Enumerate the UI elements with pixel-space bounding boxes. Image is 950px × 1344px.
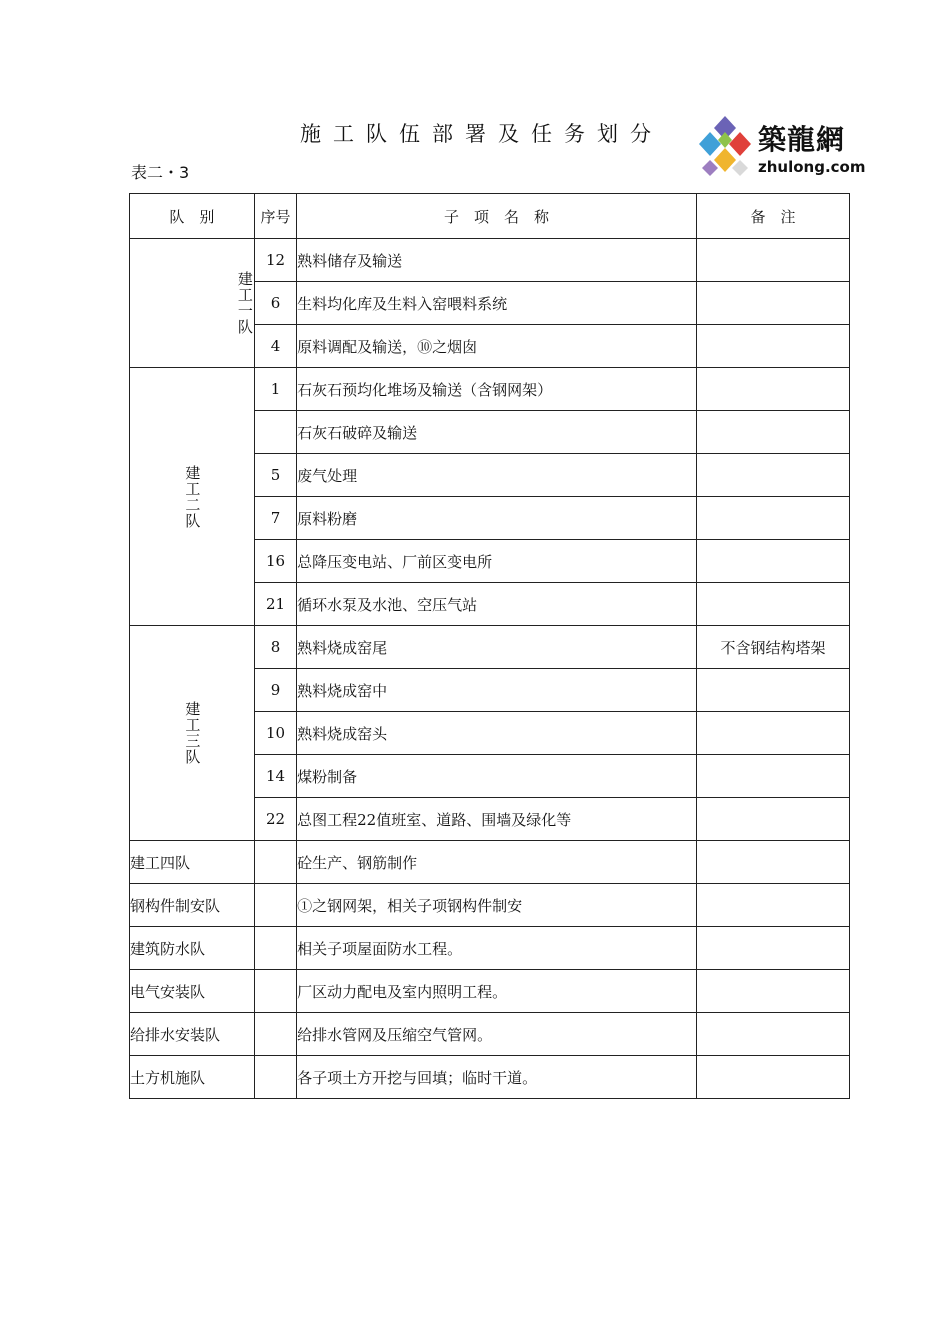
row-note [696, 1013, 849, 1056]
row-name: 原料调配及输送，⑩之烟囱 [297, 325, 697, 368]
row-no: 1 [254, 368, 296, 411]
team-cell: 建工四队 [130, 841, 255, 884]
table-row [130, 626, 850, 669]
team-label: 建工三队 [183, 701, 202, 765]
row-no [254, 1013, 296, 1056]
table-row [130, 1013, 850, 1056]
row-note [696, 841, 849, 884]
header-no: 序号 [254, 194, 296, 239]
row-no [254, 884, 296, 927]
team-cell: 建筑防水队 [130, 927, 255, 970]
row-note [696, 970, 849, 1013]
row-note [696, 239, 849, 282]
row-note [696, 669, 849, 712]
row-name: 总降压变电站、厂前区变电所 [297, 540, 697, 583]
row-note [696, 927, 849, 970]
table-row [130, 239, 850, 282]
row-no: 12 [254, 239, 296, 282]
row-name: 熟料烧成窑尾 [297, 626, 697, 669]
row-no [254, 970, 296, 1013]
table-row [130, 927, 850, 970]
row-name: 相关子项屋面防水工程。 [297, 927, 697, 970]
row-name: 石灰石破碎及输送 [297, 411, 697, 454]
row-name: 煤粉制备 [297, 755, 697, 798]
row-note: 不含钢结构塔架 [696, 626, 849, 669]
row-note [696, 583, 849, 626]
header-note: 备 注 [696, 194, 849, 239]
page-title: 施工队伍部署及任务划分 [300, 122, 663, 146]
row-no: 14 [254, 755, 296, 798]
row-name: 原料粉磨 [297, 497, 697, 540]
row-no: 4 [254, 325, 296, 368]
row-no [254, 1056, 296, 1099]
logo [696, 114, 866, 186]
row-name: 生料均化库及生料入窑喂料系统 [297, 282, 697, 325]
row-no [254, 841, 296, 884]
row-no: 5 [254, 454, 296, 497]
team-cell: 钢构件制安队 [130, 884, 255, 927]
table-row [130, 841, 850, 884]
row-name: 总图工程22值班室、道路、围墙及绿化等 [297, 798, 697, 841]
header-name: 子 项 名 称 [297, 194, 697, 239]
row-note [696, 755, 849, 798]
row-name: 砼生产、钢筋制作 [297, 841, 697, 884]
logo-brand-text: 築龍網 [758, 123, 846, 156]
row-note [696, 712, 849, 755]
row-note [696, 884, 849, 927]
table-header-row [130, 194, 850, 239]
row-name: 各子项土方开挖与回填；临时干道。 [297, 1056, 697, 1099]
row-note [696, 282, 849, 325]
row-no: 22 [254, 798, 296, 841]
row-no: 7 [254, 497, 296, 540]
logo-diamond-icon [696, 114, 754, 186]
row-name: 废气处理 [297, 454, 697, 497]
logo-url-text: zhulong.com [758, 158, 866, 176]
team-label: 建工二队 [183, 464, 202, 529]
table-row [130, 970, 850, 1013]
row-no [254, 927, 296, 970]
row-no: 9 [254, 669, 296, 712]
table-row [130, 368, 850, 411]
team-cell [130, 239, 255, 368]
row-note [696, 1056, 849, 1099]
row-name: 石灰石预均化堆场及输送（含钢网架） [297, 368, 697, 411]
row-note [696, 368, 849, 411]
team-cell: 给排水安装队 [130, 1013, 255, 1056]
row-note [696, 325, 849, 368]
header-team: 队 别 [130, 194, 255, 239]
row-name: 循环水泵及水池、空压气站 [297, 583, 697, 626]
table-row [130, 1056, 850, 1099]
row-name: 熟料烧成窑中 [297, 669, 697, 712]
task-division-table [129, 193, 850, 1099]
team-cell: 土方机施队 [130, 1056, 255, 1099]
row-note [696, 497, 849, 540]
row-note [696, 411, 849, 454]
row-name: ①之钢网架，相关子项钢构件制安 [297, 884, 697, 927]
row-note [696, 798, 849, 841]
team-label: 建工一队 [235, 271, 254, 335]
row-no: 21 [254, 583, 296, 626]
row-no: 6 [254, 282, 296, 325]
row-name: 厂区动力配电及室内照明工程。 [297, 970, 697, 1013]
team-cell [130, 626, 255, 841]
table-number: 表二・3 [131, 163, 190, 182]
row-no: 8 [254, 626, 296, 669]
table-row [130, 884, 850, 927]
row-name: 熟料烧成窑头 [297, 712, 697, 755]
row-name: 给排水管网及压缩空气管网。 [297, 1013, 697, 1056]
row-no: 10 [254, 712, 296, 755]
team-cell [130, 368, 255, 626]
team-cell: 电气安装队 [130, 970, 255, 1013]
row-no [254, 411, 296, 454]
row-note [696, 454, 849, 497]
row-no: 16 [254, 540, 296, 583]
row-note [696, 540, 849, 583]
row-name: 熟料储存及输送 [297, 239, 697, 282]
